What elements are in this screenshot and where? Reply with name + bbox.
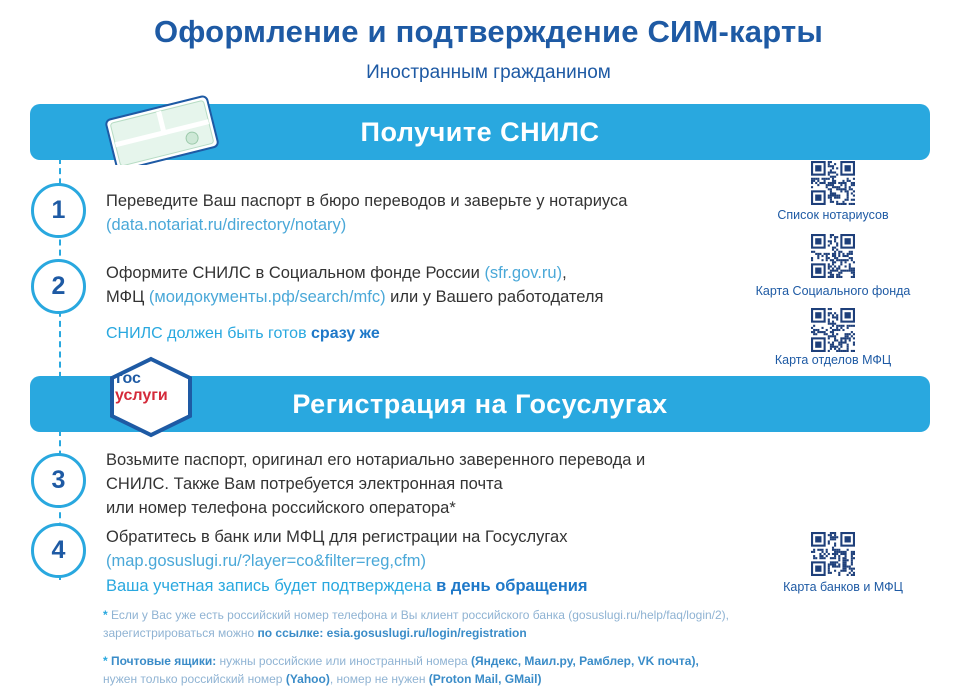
step-number-4: 4 <box>31 523 86 578</box>
footnote-1-line-2: зарегистрироваться можно по ссылке: esia.gosuslugi.ru/login/registration <box>103 626 527 640</box>
mfc-link[interactable]: (моидокументы.рф/search/mfc) <box>148 288 386 306</box>
gosuslugi-logo-line2: услуги <box>115 387 168 404</box>
step-3-line-3: или номер телефона российского оператора* <box>106 499 456 517</box>
step-2-line-2: МФЦ (моидокументы.рф/search/mfc) или у Вашего работодателя <box>106 288 604 306</box>
notary-link[interactable]: (data.notariat.ru/directory/notary) <box>106 216 347 234</box>
footnote-2-line-2: нужен только российский номер (Yahoo), номер не нужен (Proton Mail, GMail) <box>103 672 542 686</box>
step-2-line-1: Оформите СНИЛС в Социальном фонде России (sfr.gov.ru), <box>106 264 567 282</box>
footnote-2-line-1: * Почтовые ящики: нужны российские или иностранный номера (Яндекс, Маил.ру, Рамблер, VK почта), <box>103 654 699 668</box>
step-2-text <box>106 261 603 309</box>
step-3-line-2: СНИЛС. Также Вам потребуется электронная почта <box>106 475 503 493</box>
section-title-gosuslugi: Регистрация на Госуслугах <box>292 389 668 419</box>
sfr-link[interactable]: (sfr.gov.ru) <box>484 264 563 282</box>
snils-ready-note: СНИЛС должен быть готов сразу же <box>106 325 380 342</box>
step-number-3: 3 <box>31 453 86 508</box>
account-confirm-note: Ваша учетная запись будет подтверждена в день обращения <box>106 577 588 595</box>
step-number-1: 1 <box>31 183 86 238</box>
section-title-snils: Получите СНИЛС <box>360 117 600 147</box>
step-number-2: 2 <box>31 259 86 314</box>
qr-code-icon[interactable] <box>811 532 855 576</box>
footnote-1-line-1: * Если у Вас уже есть российский номер телефона и Вы клиент российского банка (gosuslugi.ru/help/faq/login/2), <box>103 608 729 622</box>
gosuslugi-logo-line1: гос <box>116 370 141 387</box>
step-4-text <box>106 525 567 573</box>
gosuslugi-logo <box>106 356 196 438</box>
page-subtitle: Иностранным гражданином <box>366 62 611 83</box>
footnote-2 <box>103 652 699 688</box>
qr-caption-social-fund: Карта Социального фонда <box>755 284 911 298</box>
qr-code-icon[interactable] <box>811 234 855 278</box>
footnote-1 <box>103 606 729 642</box>
step-1-text <box>106 189 627 237</box>
qr-code-icon[interactable] <box>811 308 855 352</box>
registration-link[interactable]: по ссылке: esia.gosuslugi.ru/login/registration <box>257 626 527 640</box>
snils-card-icon <box>104 93 222 165</box>
qr-caption-banks-mfc: Карта банков и МФЦ <box>783 580 903 594</box>
step-3-text <box>106 448 645 520</box>
step-4-line: Обратитесь в банк или МФЦ для регистрации на Госуслугах <box>106 528 568 546</box>
qr-caption-mfc: Карта отделов МФЦ <box>774 353 892 367</box>
qr-caption-notaries: Список нотариусов <box>777 208 889 222</box>
page-title: Оформление и подтверждение СИМ-карты <box>153 14 824 49</box>
step-3-line-1: Возьмите паспорт, оригинал его нотариально заверенного перевода и <box>106 451 646 469</box>
step-1-line: Переведите Ваш паспорт в бюро переводов и заверьте у нотариуса <box>106 192 628 210</box>
gosuslugi-map-link[interactable]: (map.gosuslugi.ru/?layer=co&filter=reg,cfm) <box>106 552 427 570</box>
qr-code-icon[interactable] <box>811 161 855 205</box>
